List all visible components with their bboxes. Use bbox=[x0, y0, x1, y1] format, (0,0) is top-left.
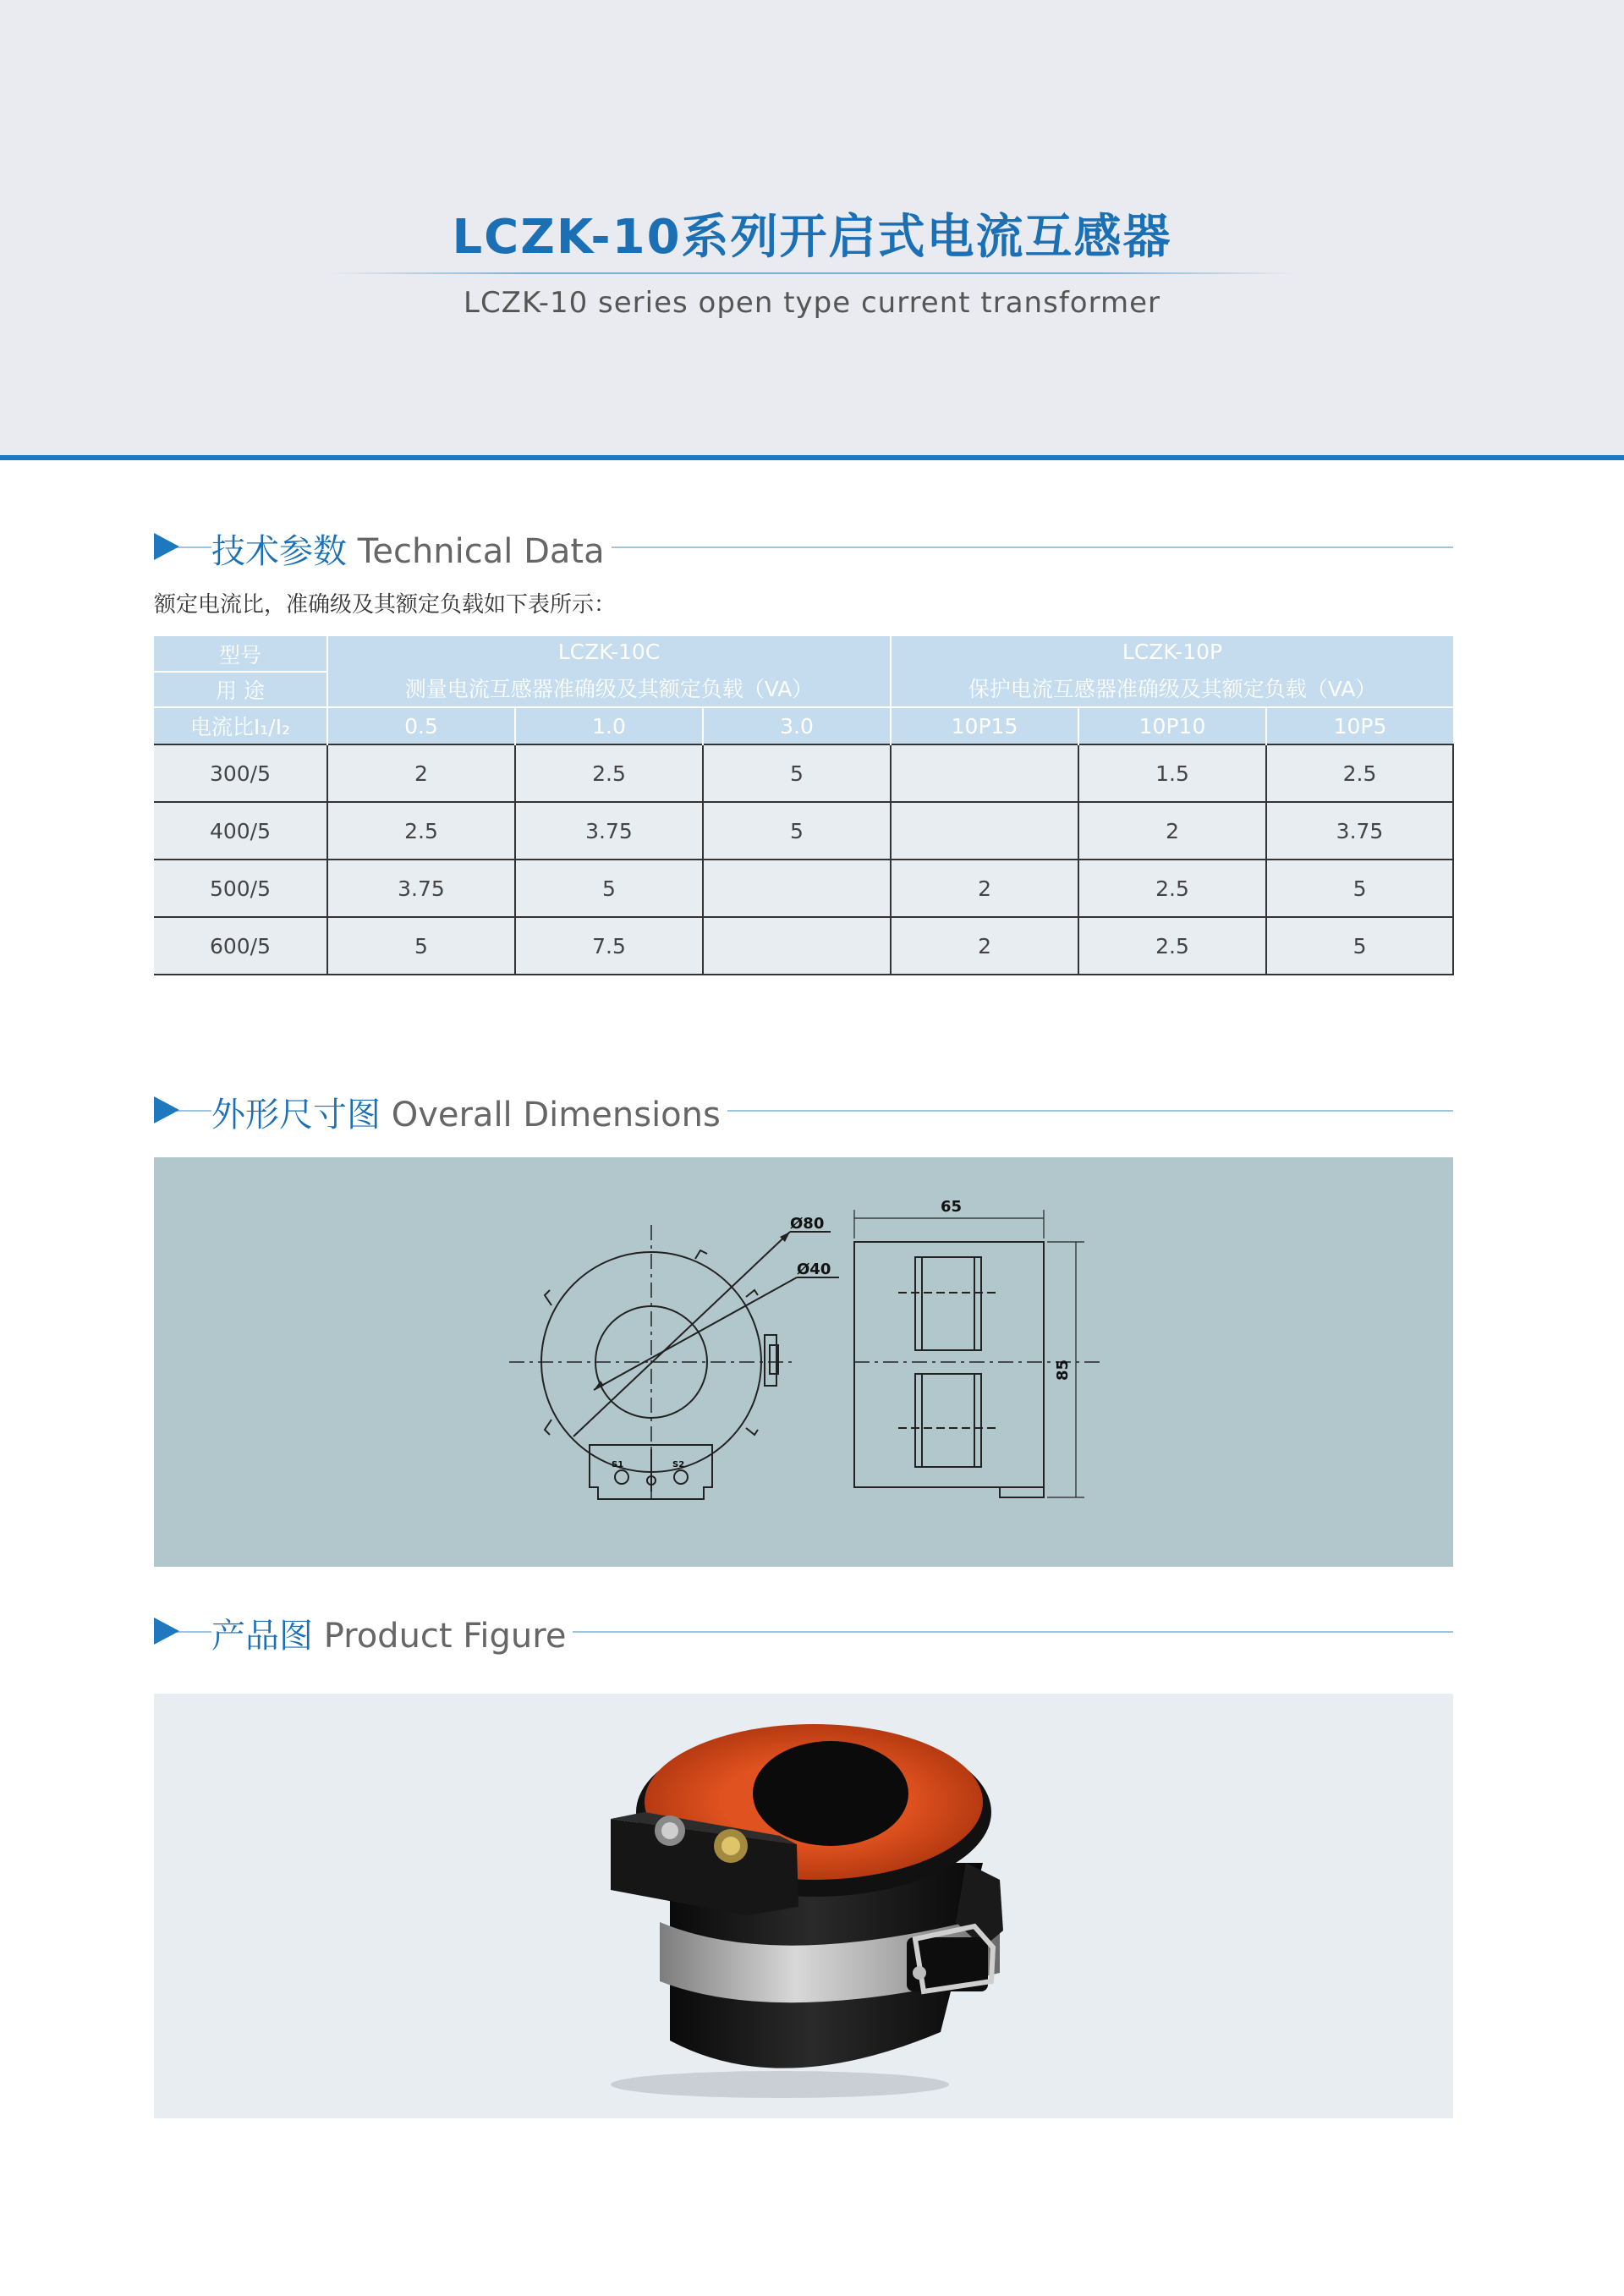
table-cell: 2.5 bbox=[327, 802, 515, 860]
triangle-bullet-icon bbox=[154, 1096, 179, 1123]
section-heading-en: Technical Data bbox=[357, 532, 605, 571]
height-dimension-label: 85 bbox=[1054, 1359, 1072, 1381]
table-cell bbox=[703, 917, 891, 975]
section-heading bbox=[211, 1609, 573, 1657]
group-use-10p: 保护电流互感器准确级及其额定负载（VA） bbox=[968, 677, 1377, 701]
section-overall-dimensions bbox=[154, 1085, 1453, 1135]
table-cell bbox=[891, 744, 1078, 802]
table-cell: 7.5 bbox=[515, 917, 703, 975]
terminal-s1-label: S1 bbox=[612, 1460, 624, 1469]
table-cell: 5 bbox=[1266, 860, 1453, 917]
product-figure-panel bbox=[154, 1694, 1453, 2118]
table-cell: 2 bbox=[1078, 802, 1266, 860]
label-model: 型号 bbox=[154, 636, 327, 672]
table-cell bbox=[891, 802, 1078, 860]
dimension-drawing-panel bbox=[154, 1157, 1453, 1567]
section-product-figure bbox=[154, 1606, 1453, 1656]
inner-diameter-label: Ø40 bbox=[797, 1261, 831, 1278]
table-cell: 2.5 bbox=[1266, 744, 1453, 802]
section-heading-cn: 技术参数 bbox=[211, 532, 347, 571]
table-cell: 5 bbox=[703, 802, 891, 860]
section-technical-data bbox=[154, 521, 1453, 572]
table-cell: 2.5 bbox=[515, 744, 703, 802]
table-cell: 2 bbox=[327, 744, 515, 802]
table-row bbox=[154, 802, 1453, 860]
table-row bbox=[154, 860, 1453, 917]
title-divider bbox=[330, 272, 1294, 274]
triangle-bullet-icon bbox=[154, 533, 179, 560]
column-header: 0.5 bbox=[327, 707, 515, 744]
section-heading bbox=[211, 525, 612, 573]
spec-table bbox=[154, 636, 1454, 975]
product-photo bbox=[154, 1694, 1453, 2118]
table-cell: 2.5 bbox=[1078, 860, 1266, 917]
row-ratio: 600/5 bbox=[154, 917, 327, 975]
table-cell: 5 bbox=[515, 860, 703, 917]
table-cell: 3.75 bbox=[327, 860, 515, 917]
section-heading-cn: 外形尺寸图 bbox=[211, 1096, 381, 1134]
row-ratio: 400/5 bbox=[154, 802, 327, 860]
table-cell: 5 bbox=[1266, 917, 1453, 975]
triangle-bullet-icon bbox=[154, 1618, 179, 1645]
table-cell: 2.5 bbox=[1078, 917, 1266, 975]
page-subtitle: LCZK-10 series open type current transformer bbox=[464, 286, 1160, 320]
table-cell: 5 bbox=[327, 917, 515, 975]
label-use: 用 途 bbox=[154, 672, 327, 707]
terminal-s2-label: S2 bbox=[672, 1460, 685, 1469]
header-accent-line bbox=[0, 455, 1624, 460]
table-cell: 1.5 bbox=[1078, 744, 1266, 802]
section-heading bbox=[211, 1088, 727, 1136]
group-model-10c: LCZK-10C bbox=[557, 640, 661, 664]
section-heading-en: Product Figure bbox=[323, 1617, 567, 1656]
table-cell bbox=[703, 860, 891, 917]
column-header: 3.0 bbox=[703, 707, 891, 744]
row-ratio: 500/5 bbox=[154, 860, 327, 917]
page-title: LCZK-10系列开启式电流互感器 bbox=[452, 210, 1172, 265]
group-header-10c bbox=[327, 636, 891, 707]
table-cell: 2 bbox=[891, 860, 1078, 917]
column-header: 10P5 bbox=[1266, 707, 1453, 744]
table-cell: 3.75 bbox=[515, 802, 703, 860]
label-ratio: 电流比I₁/I₂ bbox=[154, 707, 327, 744]
section-heading-cn: 产品图 bbox=[211, 1617, 313, 1656]
group-use-10c: 测量电流互感器准确级及其额定负载（VA） bbox=[404, 677, 814, 701]
column-header: 1.0 bbox=[515, 707, 703, 744]
column-header: 10P10 bbox=[1078, 707, 1266, 744]
row-ratio: 300/5 bbox=[154, 744, 327, 802]
section-heading-en: Overall Dimensions bbox=[391, 1096, 721, 1134]
column-header: 10P15 bbox=[891, 707, 1078, 744]
table-cell: 3.75 bbox=[1266, 802, 1453, 860]
table-row bbox=[154, 917, 1453, 975]
table-row bbox=[154, 744, 1453, 802]
group-model-10p: LCZK-10P bbox=[1122, 640, 1223, 664]
table-note: 额定电流比，准确级及其额定负载如下表所示： bbox=[154, 592, 617, 618]
group-header-10p bbox=[891, 636, 1453, 707]
table-cell: 5 bbox=[703, 744, 891, 802]
outer-diameter-label: Ø80 bbox=[790, 1215, 825, 1233]
width-dimension-label: 65 bbox=[941, 1198, 963, 1216]
dimension-drawing bbox=[154, 1157, 1453, 1567]
table-cell: 2 bbox=[891, 917, 1078, 975]
